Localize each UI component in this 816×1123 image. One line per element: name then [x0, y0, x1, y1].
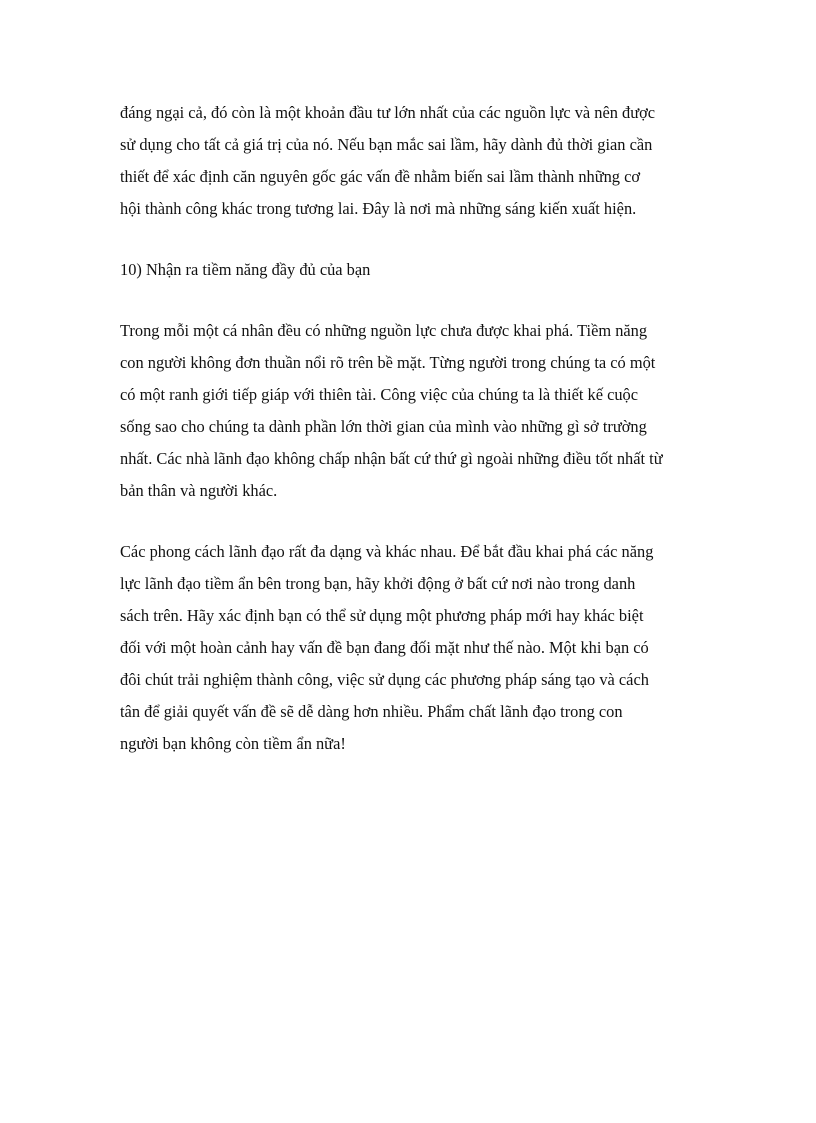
section-heading	[120, 254, 700, 286]
paragraph-mistakes	[120, 97, 700, 225]
text-line: bản thân và người khác.	[120, 481, 278, 500]
text-line: hội thành công khác trong tương lai. Đây là nơi mà những sáng kiến xuất hiện.	[120, 199, 637, 218]
text-line: con người không đơn thuần nổi rõ trên bề mặt. Từng người trong chúng ta có một	[120, 353, 656, 372]
text-line: nhất. Các nhà lãnh đạo không chấp nhận bất cứ thứ gì ngoài những điều tốt nhất từ	[120, 449, 663, 468]
text-line: người bạn không còn tiềm ẩn nữa!	[120, 734, 346, 753]
text-line: sử dụng cho tất cả giá trị của nó. Nếu bạn mắc sai lầm, hãy dành đủ thời gian cần	[120, 135, 653, 154]
text-line: thiết để xác định căn nguyên gốc gác vấn đề nhằm biến sai lầm thành những cơ	[120, 167, 641, 186]
heading-text: 10) Nhận ra tiềm năng đầy đủ của bạn	[120, 260, 371, 279]
text-line: Các phong cách lãnh đạo rất đa dạng và khác nhau. Để bắt đầu khai phá các năng	[120, 542, 654, 561]
document-body	[120, 97, 700, 760]
paragraph-spacer	[120, 225, 700, 254]
text-line: đôi chút trải nghiệm thành công, việc sử dụng các phương pháp sáng tạo và cách	[120, 670, 649, 689]
paragraph-spacer	[120, 507, 700, 536]
text-line: có một ranh giới tiếp giáp với thiên tài. Công việc của chúng ta là thiết kế cuộc	[120, 385, 639, 404]
text-line: sống sao cho chúng ta dành phần lớn thời gian của mình vào những gì sở trường	[120, 417, 647, 436]
text-line: Trong mỗi một cá nhân đều có những nguồn lực chưa được khai phá. Tiềm năng	[120, 321, 648, 340]
text-line: tân để giải quyết vấn đề sẽ dễ dàng hơn nhiều. Phẩm chất lãnh đạo trong con	[120, 702, 623, 721]
paragraph-spacer	[120, 286, 700, 315]
text-line: lực lãnh đạo tiềm ẩn bên trong bạn, hãy khởi động ở bất cứ nơi nào trong danh	[120, 574, 636, 593]
text-line: đối với một hoàn cảnh hay vấn đề bạn đang đối mặt như thế nào. Một khi bạn có	[120, 638, 649, 657]
paragraph-leadership-styles	[120, 536, 700, 760]
text-line: đáng ngại cả, đó còn là một khoản đầu tư lớn nhất của các nguồn lực và nên được	[120, 103, 656, 122]
paragraph-potential	[120, 315, 700, 507]
text-line: sách trên. Hãy xác định bạn có thể sử dụng một phương pháp mới hay khác biệt	[120, 606, 644, 625]
